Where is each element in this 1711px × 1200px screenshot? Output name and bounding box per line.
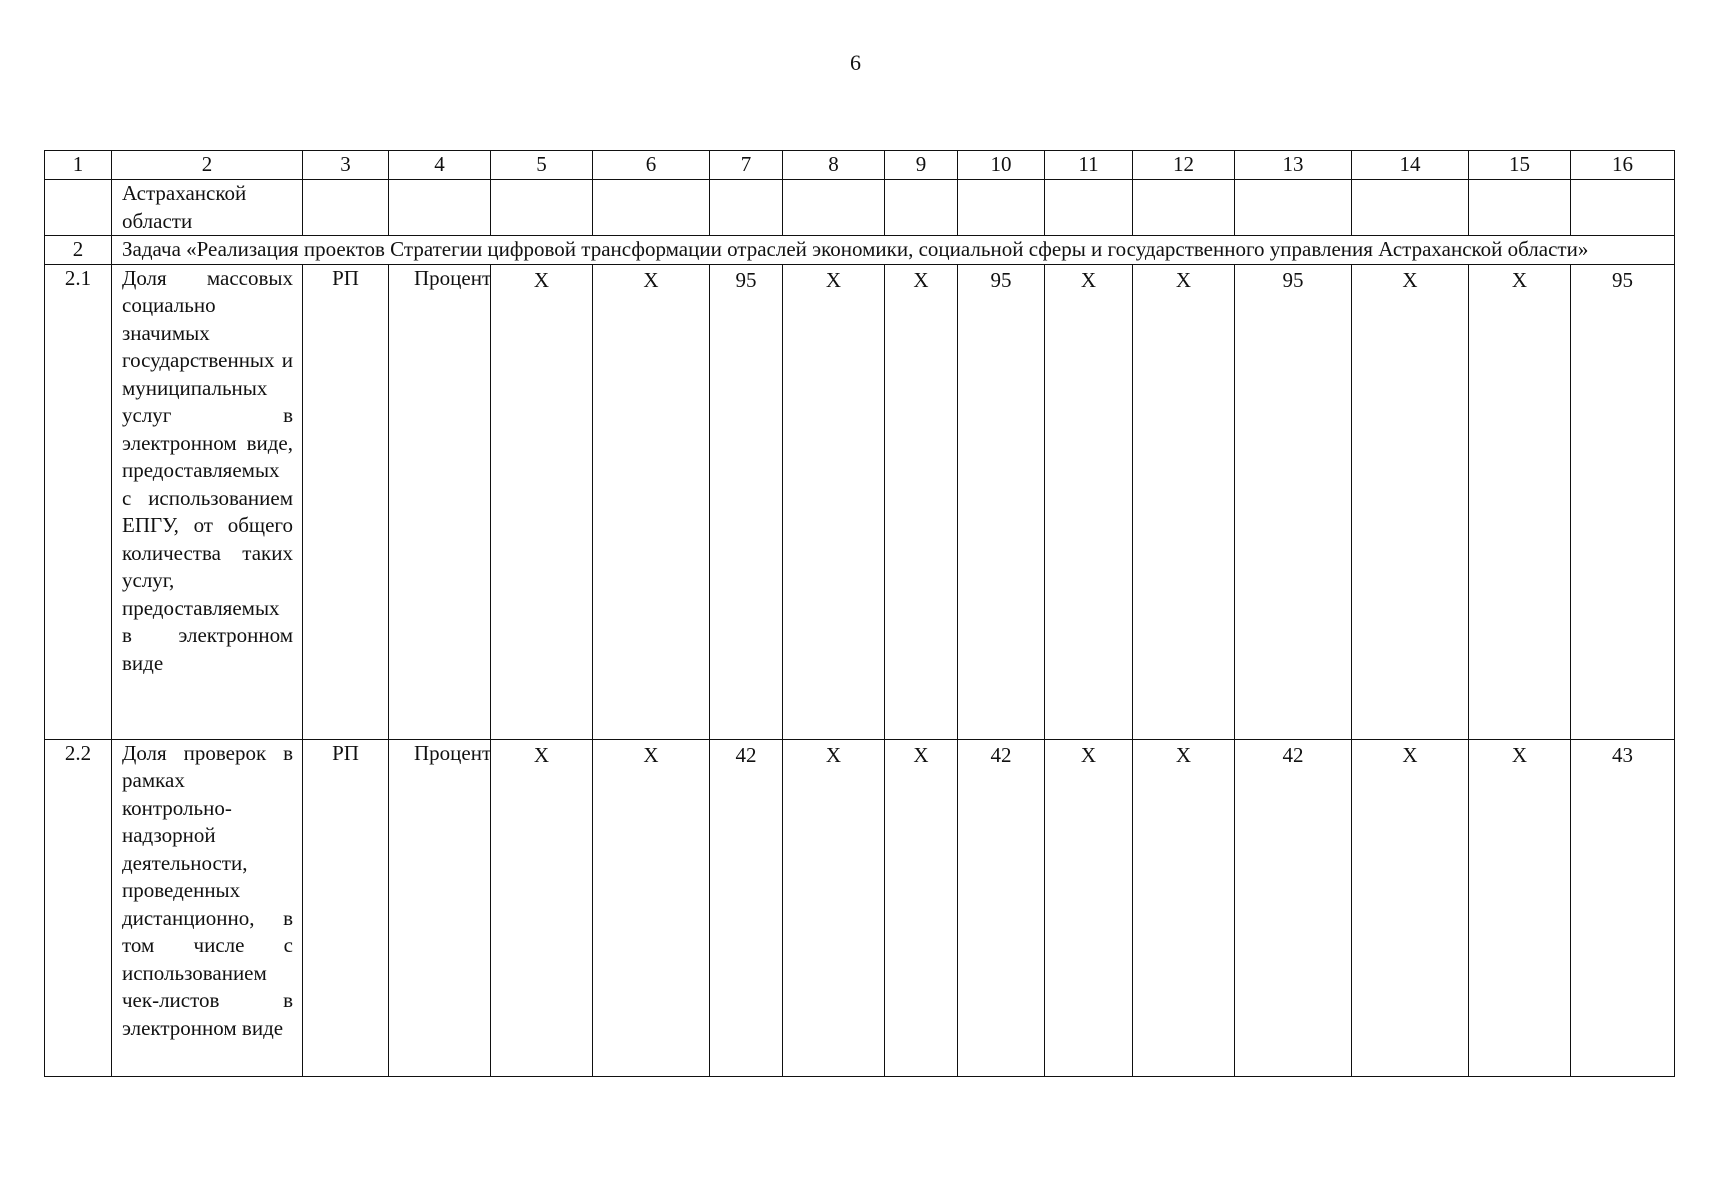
row-number: 2.1 — [45, 264, 112, 739]
value-cell: 42 — [710, 739, 783, 1076]
value-cell: 95 — [958, 264, 1045, 739]
value-cell: 95 — [1571, 264, 1675, 739]
table-cell — [885, 180, 958, 236]
column-number: 11 — [1045, 151, 1133, 180]
value-cell: X — [491, 264, 593, 739]
table-cell — [1571, 180, 1675, 236]
value-cell: X — [1133, 264, 1235, 739]
column-number: 15 — [1469, 151, 1571, 180]
column-number-row — [45, 151, 1675, 180]
value-cell: 95 — [1235, 264, 1352, 739]
column-number: 4 — [389, 151, 491, 180]
task-text: Задача «Реализация проектов Стратегии цифровой трансформации отраслей экономики, социальной сферы и государственного управления Астраханской области» — [112, 236, 1675, 265]
table-cell — [45, 180, 112, 236]
value-cell: X — [885, 739, 958, 1076]
row-number: 2.2 — [45, 739, 112, 1076]
unit-cell: Процент — [389, 264, 491, 739]
task-row — [45, 236, 1675, 265]
value-cell: 42 — [1235, 739, 1352, 1076]
table-cell — [783, 180, 885, 236]
column-number: 16 — [1571, 151, 1675, 180]
table-row — [45, 264, 1675, 739]
value-cell: X — [593, 264, 710, 739]
value-cell: X — [783, 739, 885, 1076]
table-cell — [491, 180, 593, 236]
value-cell: X — [1352, 739, 1469, 1076]
unit-cell: Процент — [389, 739, 491, 1076]
value-cell: X — [1133, 739, 1235, 1076]
value-cell: 42 — [958, 739, 1045, 1076]
indicator-name-continuation: Астраханской области — [112, 180, 303, 236]
value-cell: X — [885, 264, 958, 739]
table-cell — [1045, 180, 1133, 236]
table-cell — [1469, 180, 1571, 236]
column-number: 12 — [1133, 151, 1235, 180]
column-number: 7 — [710, 151, 783, 180]
indicators-table — [44, 150, 1675, 1077]
column-number: 6 — [593, 151, 710, 180]
value-cell: X — [1469, 739, 1571, 1076]
value-cell: X — [1045, 264, 1133, 739]
indicator-name: Доля массовых социально значимых государственных и муниципальных услуг в электронном виде, предоставляемых с использованием ЕПГУ, от общего количества таких услуг, предоставляемых в электронном виде — [112, 264, 303, 739]
column-number: 5 — [491, 151, 593, 180]
source-cell: РП — [303, 739, 389, 1076]
indicator-name: Доля проверок в рамках контрольно-надзорной деятельности, проведенных дистанционно, в том числе с использованием чек-листов в электронном виде — [112, 739, 303, 1076]
column-number: 8 — [783, 151, 885, 180]
table-cell — [389, 180, 491, 236]
value-cell: 43 — [1571, 739, 1675, 1076]
table-cell — [1235, 180, 1352, 236]
column-number: 14 — [1352, 151, 1469, 180]
column-number: 9 — [885, 151, 958, 180]
table-cell — [303, 180, 389, 236]
table-row — [45, 739, 1675, 1076]
column-number: 13 — [1235, 151, 1352, 180]
column-number: 10 — [958, 151, 1045, 180]
value-cell: 95 — [710, 264, 783, 739]
value-cell: X — [593, 739, 710, 1076]
task-number: 2 — [45, 236, 112, 265]
column-number: 1 — [45, 151, 112, 180]
value-cell: X — [491, 739, 593, 1076]
value-cell: X — [1045, 739, 1133, 1076]
table-cell — [593, 180, 710, 236]
value-cell: X — [1352, 264, 1469, 739]
column-number: 3 — [303, 151, 389, 180]
table-cell — [1133, 180, 1235, 236]
table-cell — [710, 180, 783, 236]
table-cell — [958, 180, 1045, 236]
page-number: 6 — [850, 50, 861, 75]
table-cell — [1352, 180, 1469, 236]
column-number: 2 — [112, 151, 303, 180]
continuation-row — [45, 180, 1675, 236]
source-cell: РП — [303, 264, 389, 739]
value-cell: X — [1469, 264, 1571, 739]
value-cell: X — [783, 264, 885, 739]
